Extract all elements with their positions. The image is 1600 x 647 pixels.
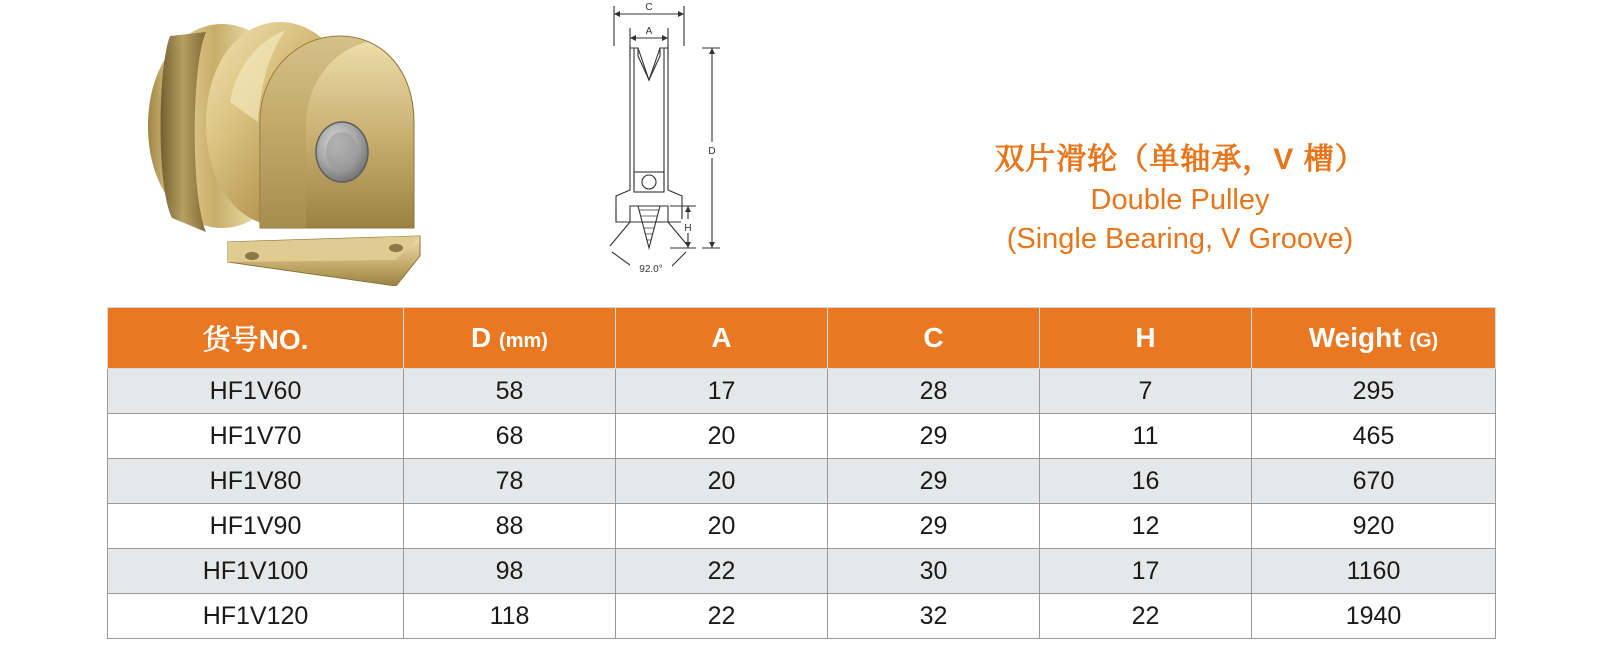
cell-d: 68 (404, 414, 616, 459)
table-row (108, 549, 1496, 594)
cell-c: 29 (828, 414, 1040, 459)
groove-angle-label: 92.0° (639, 264, 663, 275)
cell-h: 11 (1040, 414, 1252, 459)
cell-item-no: HF1V60 (108, 369, 404, 414)
product-title-block (900, 140, 1460, 259)
cell-item-no: HF1V70 (108, 414, 404, 459)
technical-drawing (590, 0, 760, 290)
cell-h: 22 (1040, 594, 1252, 639)
cell-item-no: HF1V90 (108, 504, 404, 549)
header-cell-d (404, 308, 616, 369)
header-unit: (G) (1409, 330, 1439, 352)
cell-a: 20 (616, 504, 828, 549)
header-text: 货号NO. (202, 324, 309, 355)
product-title-en-line2: (Single Bearing, V Groove) (1006, 222, 1354, 255)
cell-a: 22 (616, 549, 828, 594)
cell-item-no: HF1V120 (108, 594, 404, 639)
cell-a: 17 (616, 369, 828, 414)
cell-h: 12 (1040, 504, 1252, 549)
cell-d: 98 (404, 549, 616, 594)
cell-a: 20 (616, 414, 828, 459)
table-row (108, 504, 1496, 549)
header-cell-item-no (108, 308, 404, 369)
cell-a: 20 (616, 459, 828, 504)
cell-d: 118 (404, 594, 616, 639)
cell-a: 22 (616, 594, 828, 639)
dimension-h-label: H (684, 223, 692, 234)
cell-h: 16 (1040, 459, 1252, 504)
cell-item-no: HF1V100 (108, 549, 404, 594)
header-text: C (923, 322, 944, 353)
table-row (108, 459, 1496, 504)
cell-c: 28 (828, 369, 1040, 414)
product-title-cn: 双片滑轮（单轴承，V 槽） (994, 143, 1366, 176)
dimension-c-label: C (645, 2, 653, 13)
specification-table (107, 307, 1496, 639)
header-cell-h (1040, 308, 1252, 369)
header-text: Weight (1308, 322, 1410, 353)
cell-c: 29 (828, 504, 1040, 549)
header-text: D (471, 322, 500, 353)
cell-d: 58 (404, 369, 616, 414)
table-header-row (108, 308, 1496, 369)
cell-d: 88 (404, 504, 616, 549)
cell-h: 17 (1040, 549, 1252, 594)
dimension-d-label: D (708, 146, 716, 157)
header-unit: (mm) (499, 330, 548, 352)
header-text: H (1135, 322, 1156, 353)
cell-weight: 1940 (1252, 594, 1496, 639)
product-title-en-line1: Double Pulley (1090, 183, 1270, 216)
cell-weight: 920 (1252, 504, 1496, 549)
header-cell-c (828, 308, 1040, 369)
cell-weight: 295 (1252, 369, 1496, 414)
product-photo (110, 6, 440, 286)
cell-weight: 465 (1252, 414, 1496, 459)
cell-d: 78 (404, 459, 616, 504)
header-cell-a (616, 308, 828, 369)
cell-c: 30 (828, 549, 1040, 594)
table-row (108, 369, 1496, 414)
cell-weight: 670 (1252, 459, 1496, 504)
cell-h: 7 (1040, 369, 1252, 414)
header-text: A (711, 322, 732, 353)
table-row (108, 594, 1496, 639)
cell-c: 32 (828, 594, 1040, 639)
header-cell-weight (1252, 308, 1496, 369)
cell-c: 29 (828, 459, 1040, 504)
cell-item-no: HF1V80 (108, 459, 404, 504)
cell-weight: 1160 (1252, 549, 1496, 594)
table-row (108, 414, 1496, 459)
dimension-a-label: A (645, 26, 653, 37)
